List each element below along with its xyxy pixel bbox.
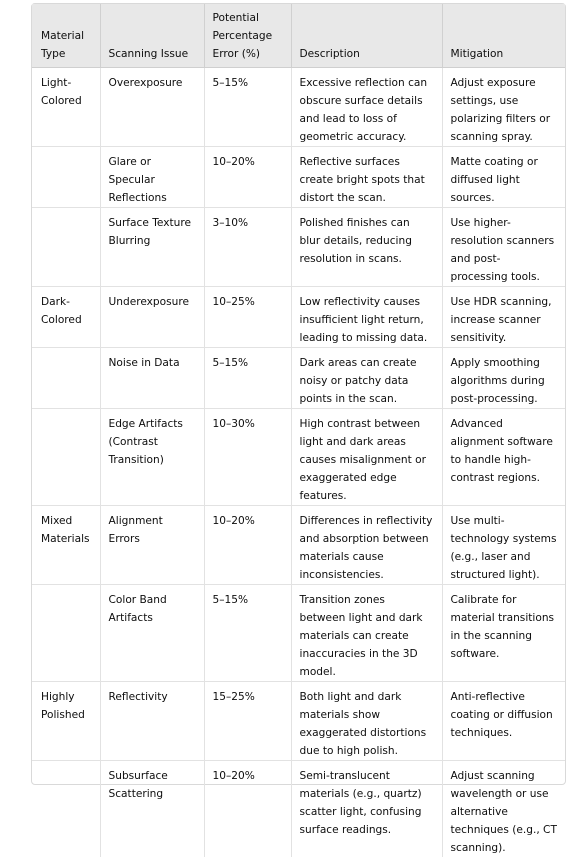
cell-scanning-issue: Color Band Artifacts bbox=[100, 585, 204, 682]
cell-description: Reflective surfaces create bright spots that distort the scan. bbox=[291, 147, 442, 208]
cell-material-type bbox=[32, 208, 100, 287]
cell-material-type: Highly Polished bbox=[32, 682, 100, 761]
cell-percentage-error: 5–15% bbox=[204, 68, 291, 147]
cell-mitigation: Adjust exposure settings, use polarizing filters or scanning spray. bbox=[442, 68, 565, 147]
header-percentage-error: Potential Percentage Error (%) bbox=[204, 4, 291, 68]
cell-mitigation: Use multi-technology systems (e.g., laser and structured light). bbox=[442, 506, 565, 585]
cell-mitigation: Use higher-resolution scanners and post-processing tools. bbox=[442, 208, 565, 287]
cell-description: Excessive reflection can obscure surface details and lead to loss of geometric accuracy. bbox=[291, 68, 442, 147]
table-body bbox=[32, 68, 565, 857]
cell-percentage-error: 5–15% bbox=[204, 585, 291, 682]
cell-scanning-issue: Subsurface Scattering bbox=[100, 761, 204, 857]
cell-percentage-error: 3–10% bbox=[204, 208, 291, 287]
cell-scanning-issue: Surface Texture Blurring bbox=[100, 208, 204, 287]
cell-description: Polished finishes can blur details, reducing resolution in scans. bbox=[291, 208, 442, 287]
cell-scanning-issue: Underexposure bbox=[100, 287, 204, 348]
cell-percentage-error: 10–20% bbox=[204, 506, 291, 585]
header-scanning-issue: Scanning Issue bbox=[100, 4, 204, 68]
cell-scanning-issue: Reflectivity bbox=[100, 682, 204, 761]
cell-mitigation: Calibrate for material transitions in the scanning software. bbox=[442, 585, 565, 682]
cell-percentage-error: 15–25% bbox=[204, 682, 291, 761]
table-header bbox=[32, 4, 565, 68]
header-row bbox=[32, 4, 565, 68]
cell-mitigation: Matte coating or diffused light sources. bbox=[442, 147, 565, 208]
table-row bbox=[32, 208, 565, 287]
cell-percentage-error: 10–25% bbox=[204, 287, 291, 348]
cell-mitigation: Apply smoothing algorithms during post-processing. bbox=[442, 348, 565, 409]
cell-percentage-error: 5–15% bbox=[204, 348, 291, 409]
table-row bbox=[32, 585, 565, 682]
table-row bbox=[32, 409, 565, 506]
cell-percentage-error: 10–30% bbox=[204, 409, 291, 506]
table-row bbox=[32, 68, 565, 147]
header-mitigation: Mitigation bbox=[442, 4, 565, 68]
header-material-type: Material Type bbox=[32, 4, 100, 68]
cell-mitigation: Adjust scanning wavelength or use alternative techniques (e.g., CT scanning). bbox=[442, 761, 565, 857]
cell-material-type bbox=[32, 348, 100, 409]
cell-scanning-issue: Glare or Specular Reflections bbox=[100, 147, 204, 208]
table-row bbox=[32, 682, 565, 761]
table-row bbox=[32, 147, 565, 208]
cell-description: Differences in reflectivity and absorption between materials cause inconsistencies. bbox=[291, 506, 442, 585]
cell-material-type: Light-Colored bbox=[32, 68, 100, 147]
cell-scanning-issue: Alignment Errors bbox=[100, 506, 204, 585]
cell-material-type bbox=[32, 147, 100, 208]
cell-mitigation: Advanced alignment software to handle high-contrast regions. bbox=[442, 409, 565, 506]
cell-material-type bbox=[32, 761, 100, 857]
scanning-issues-table bbox=[32, 4, 565, 857]
cell-material-type bbox=[32, 409, 100, 506]
cell-description: Transition zones between light and dark materials can create inaccuracies in the 3D model. bbox=[291, 585, 442, 682]
table-row bbox=[32, 761, 565, 857]
cell-scanning-issue: Edge Artifacts (Contrast Transition) bbox=[100, 409, 204, 506]
cell-material-type: Dark-Colored bbox=[32, 287, 100, 348]
cell-material-type bbox=[32, 585, 100, 682]
cell-percentage-error: 10–20% bbox=[204, 147, 291, 208]
table-row bbox=[32, 348, 565, 409]
table-row bbox=[32, 287, 565, 348]
cell-description: High contrast between light and dark areas causes misalignment or exaggerated edge features. bbox=[291, 409, 442, 506]
cell-percentage-error: 10–20% bbox=[204, 761, 291, 857]
cell-description: Both light and dark materials show exaggerated distortions due to high polish. bbox=[291, 682, 442, 761]
cell-description: Semi-translucent materials (e.g., quartz) scatter light, confusing surface readings. bbox=[291, 761, 442, 857]
cell-mitigation: Use HDR scanning, increase scanner sensitivity. bbox=[442, 287, 565, 348]
cell-scanning-issue: Overexposure bbox=[100, 68, 204, 147]
header-description: Description bbox=[291, 4, 442, 68]
cell-scanning-issue: Noise in Data bbox=[100, 348, 204, 409]
cell-description: Low reflectivity causes insufficient light return, leading to missing data. bbox=[291, 287, 442, 348]
cell-mitigation: Anti-reflective coating or diffusion techniques. bbox=[442, 682, 565, 761]
cell-material-type: Mixed Materials bbox=[32, 506, 100, 585]
cell-description: Dark areas can create noisy or patchy data points in the scan. bbox=[291, 348, 442, 409]
table-row bbox=[32, 506, 565, 585]
data-table-container bbox=[31, 3, 566, 785]
